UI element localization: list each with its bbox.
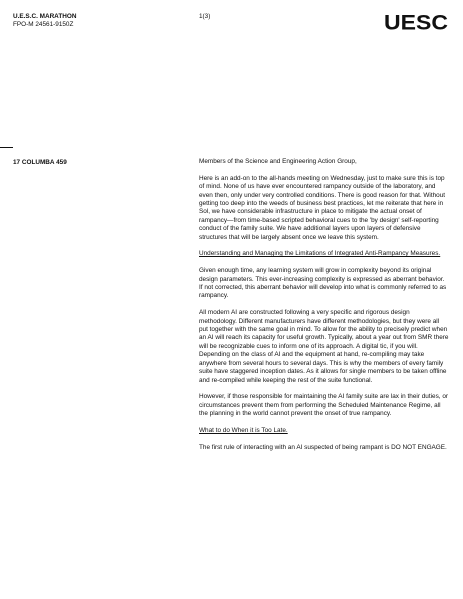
paragraph-5: The first rule of interacting with an AI suspected of being rampant is DO NOT ENGAGE.	[199, 443, 447, 451]
page-number: 1(3)	[199, 13, 211, 20]
paragraph-4: However, if those responsible for maintaining the AI family suite are lax in their duties, or circumstances prevent them from performing the Scheduled Maintenance Regime, all the planning in the world cannot prevent the onset of true rampancy.	[199, 393, 449, 418]
paragraph-3: All modern AI are constructed following a very specific and rigorous design methodology. Different manufacturers have different methodologies, but they were all put together with the same goal in mind. To allow for the ability to precisely predict when an AI will reach its capacity for useful growth. Typically, about a year out from SMR there will be recognizable cues to inform one of its approach. A digital tic, if you will. Depending on the class of AI and the equipment at hand, re-compiling may take anywhere from several hours to several days. This is why the members of every family suite have staggered inception dates. As it allows for single members to be taken offline and re-compiled while keeping the rest of the suite functional.	[199, 309, 449, 384]
uesc-logo	[383, 12, 449, 32]
section-heading-2: What to do When it is Too Late.	[199, 426, 288, 434]
document-id: FPO-M 24561-9150Z	[13, 21, 74, 28]
document-header	[13, 13, 76, 29]
letter-body	[199, 158, 449, 461]
margin-rule	[0, 147, 13, 148]
section-heading-1: Understanding and Managing the Limitations of Integrated Anti-Rampancy Measures.	[199, 250, 441, 258]
logo-text: UESC	[384, 12, 448, 32]
address-block: 17 COLUMBA 459	[13, 159, 67, 166]
paragraph-2: Given enough time, any learning system will grow in complexity beyond its original design parameters. This ever-increasing complexity is expressed as aberrant behavior. If not corrected, this aberrant behavior will develop into what is commonly referred to as rampancy.	[199, 267, 447, 300]
paragraph-1: Here is an add-on to the all-hands meeting on Wednesday, just to make sure this is top of mind. None of us have ever encountered rampancy outside of the laboratory, and even then, only under very controlled conditions. There is good reason for that. Without getting too deep into the weeds of business best practices, let me reiterate that here in Sol, we have considerable infrastructure in place to mitigate the actual onset of rampancy—from time-based scripted behavioral cues to the 'by design' self-reporting conduct of the family suite. We have additional layers upon layers of defensive structures that will be largely absent once we leave this system.	[199, 174, 446, 241]
organization-name: U.E.S.C. MARATHON	[13, 13, 77, 20]
salutation: Members of the Science and Engineering Action Group,	[199, 158, 357, 165]
